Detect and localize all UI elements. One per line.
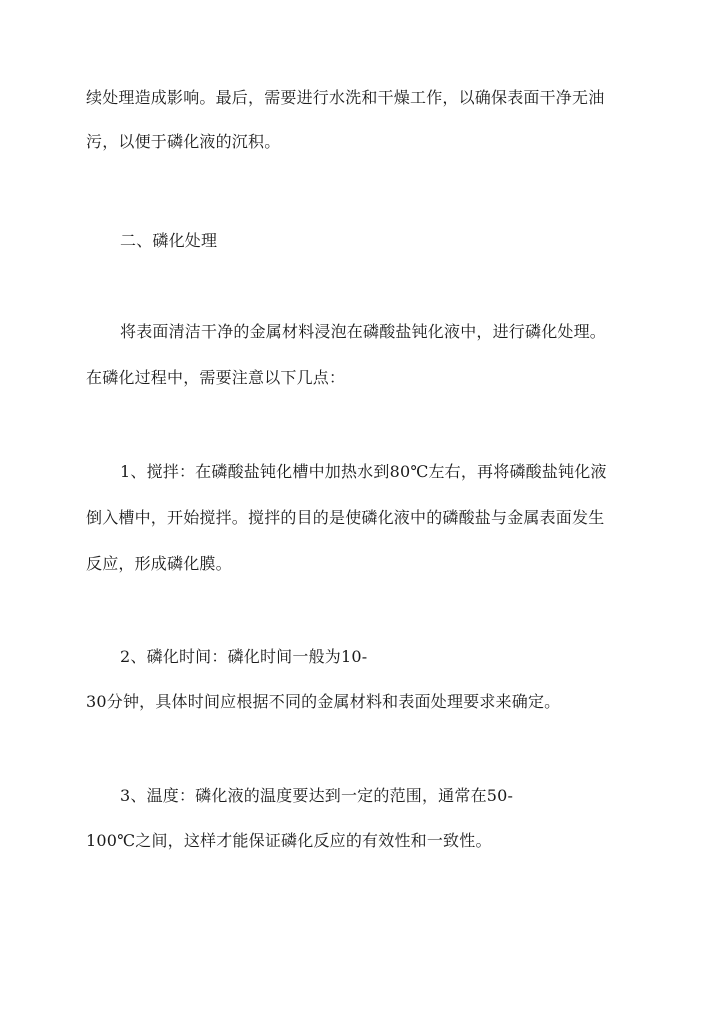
list-item-line: 反应，形成磷化膜。 [86, 554, 232, 573]
paragraph-line: 将表面清洁干净的金属材料浸泡在磷酸盐钝化液中，进行磷化处理。 [120, 322, 607, 341]
paragraph-line: 在磷化过程中，需要注意以下几点： [86, 368, 346, 387]
list-item-line: 30分钟，具体时间应根据不同的金属材料和表面处理要求来确定。 [86, 692, 561, 711]
list-item-line: 倒入槽中，开始搅拌。搅拌的目的是使磷化液中的磷酸盐与金属表面发生 [86, 508, 605, 527]
section-heading: 二、磷化处理 [120, 231, 218, 250]
list-item-line: 3、温度：磷化液的温度要达到一定的范围，通常在50- [120, 786, 514, 805]
list-item-line: 100℃之间，这样才能保证磷化反应的有效性和一致性。 [86, 831, 492, 850]
list-item-line: 2、磷化时间：磷化时间一般为10- [120, 647, 368, 666]
paragraph-line: 污，以便于磷化液的沉积。 [86, 132, 281, 151]
list-item-line: 1、搅拌：在磷酸盐钝化槽中加热水到80℃左右，再将磷酸盐钝化液 [120, 462, 607, 481]
paragraph-line: 续处理造成影响。最后，需要进行水洗和干燥工作，以确保表面干净无油 [86, 88, 605, 107]
